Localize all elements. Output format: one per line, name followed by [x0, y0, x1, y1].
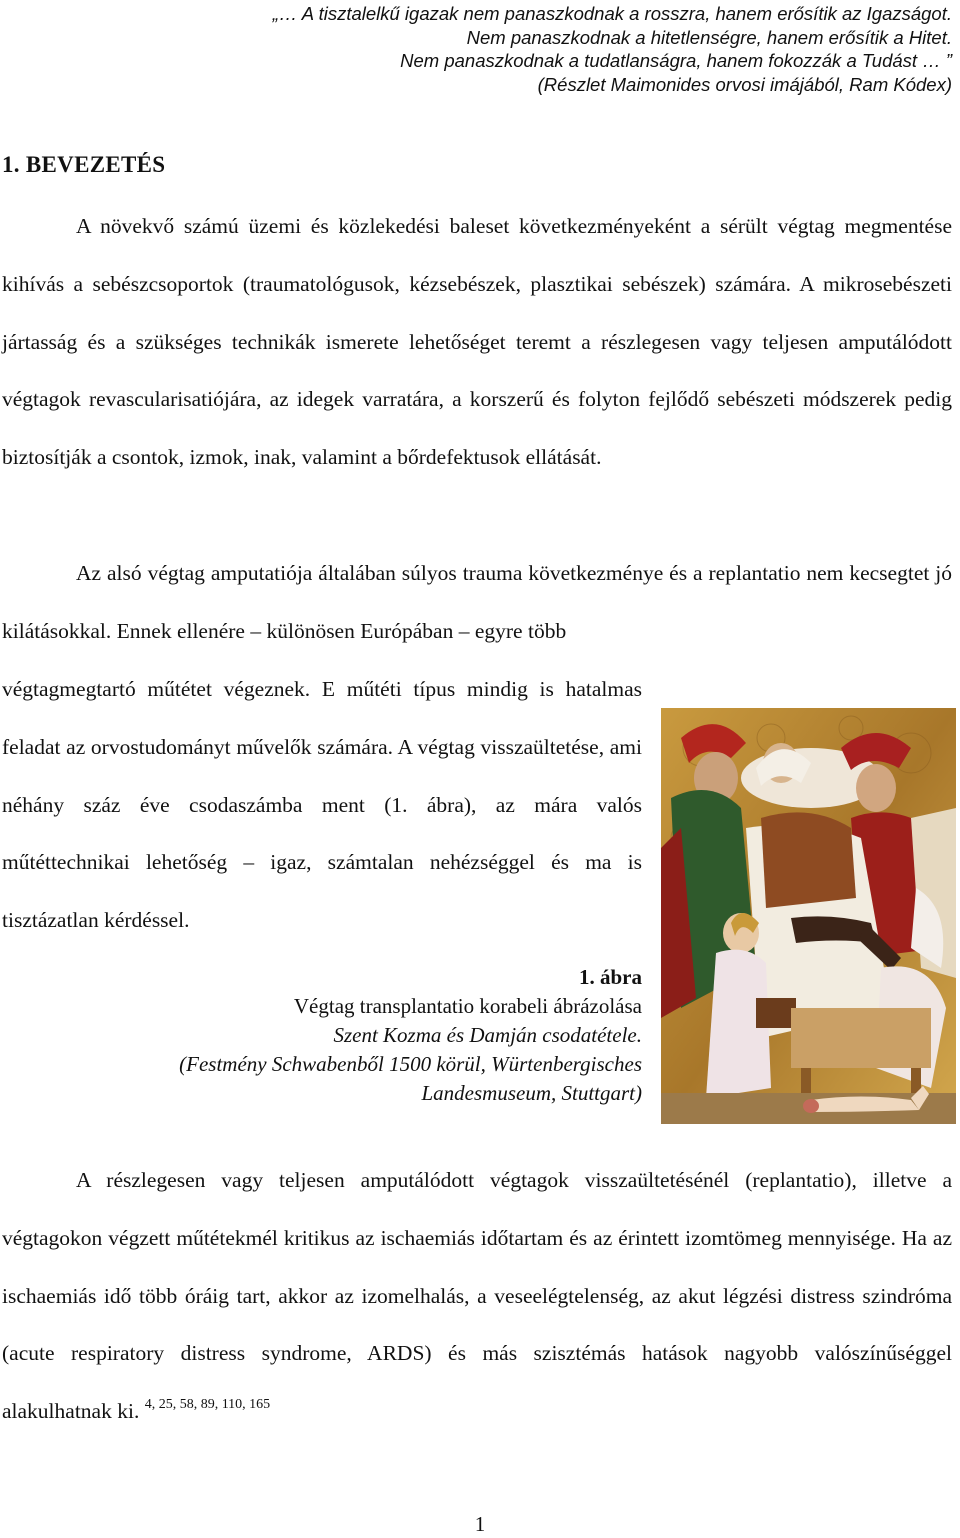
- paragraph-lower-limb-continued: [2, 661, 642, 950]
- page-number: 1: [474, 1512, 486, 1536]
- section-heading: 1. BEVEZETÉS: [2, 152, 166, 177]
- figure-title: Végtag transplantatio korabeli ábrázolása: [293, 994, 642, 1018]
- figure-painting-image: [661, 708, 956, 1124]
- epigraph: [192, 2, 952, 96]
- epigraph-line: Nem panaszkodnak a tudatlanságra, hanem fokozzák a Tudást … ”: [400, 50, 952, 71]
- figure-caption: [60, 963, 642, 1108]
- reference-superscript: 4, 25, 58, 89, 110, 165: [144, 1397, 271, 1413]
- figure-label: 1. ábra: [579, 965, 642, 989]
- paragraph-introduction: [2, 198, 952, 487]
- paragraph-text: végtagmegtartó műtétet végeznek. E műtéti típus mindig is hatalmas feladat az orvostudományt művelők számára. A végtag visszaültetése, ami néhány száz éve csodaszámba ment (1. ábra), az mára valós műtéttechnikai lehetőség – igaz, számtalan nehézséggel és ma is tisztázatlan kérdéssel.: [2, 677, 642, 933]
- paragraph-ischaemia: [2, 1152, 952, 1441]
- paragraph-lower-limb: [2, 545, 952, 661]
- epigraph-line: Nem panaszkodnak a hitetlenségre, hanem erősítik a Hitet.: [466, 26, 952, 48]
- paragraph-text: A növekvő számú üzemi és közlekedési baleset következményeként a sérült végtag megmentése kihívás a sebészcsoportok (traumatológusok, kézsebészek, plasztikai sebészek) számára. A mikrosebészeti jártasság és a szükséges technikák ismerete lehetőséget teremt a részlegesen vagy teljesen amputálódott végtagok revascularisatiójára, az idegek varratára, a korszerű és folyton fejlődő sebészeti módszerek pedig biztosítják a csontok, izmok, inak, valamint a bőrdefektusok ellátását.: [2, 214, 952, 470]
- paragraph-text: Az alsó végtag amputatiója általában súlyos trauma következménye és a replantatio nem kecsegtet jó kilátásokkal. Ennek ellenére – különösen Európában – egyre több: [2, 561, 952, 643]
- figure-source-museum: Landesmuseum, Stuttgart): [421, 1081, 642, 1105]
- epigraph-line: „… A tisztalelkű igazak nem panaszkodnak a rosszra, hanem erősítik az Igazságot.: [272, 3, 952, 24]
- paragraph-text: A részlegesen vagy teljesen amputálódott végtagok visszaültetésénél (replantatio), illetve a végtagokon végzett műtétekmél kritikus az ischaemiás időtartam és az érintett izomtömeg mennyisége. Ha az ischaemiás idő több óráig tart, akkor az izomelhalás, a veseelégtelenség, az akut légzési distress szindróma (acute respiratory distress syndrome, ARDS) és más szisztémás hatások nagyobb valószínűséggel alakulhatnak ki.: [2, 1168, 952, 1424]
- figure-subject: Szent Kozma és Damján csodatétele.: [333, 1023, 642, 1047]
- figure-source: (Festmény Schwabenből 1500 körül, Würtenbergisches: [179, 1052, 642, 1076]
- epigraph-source: (Részlet Maimonides orvosi imájából, Ram Kódex): [537, 73, 952, 95]
